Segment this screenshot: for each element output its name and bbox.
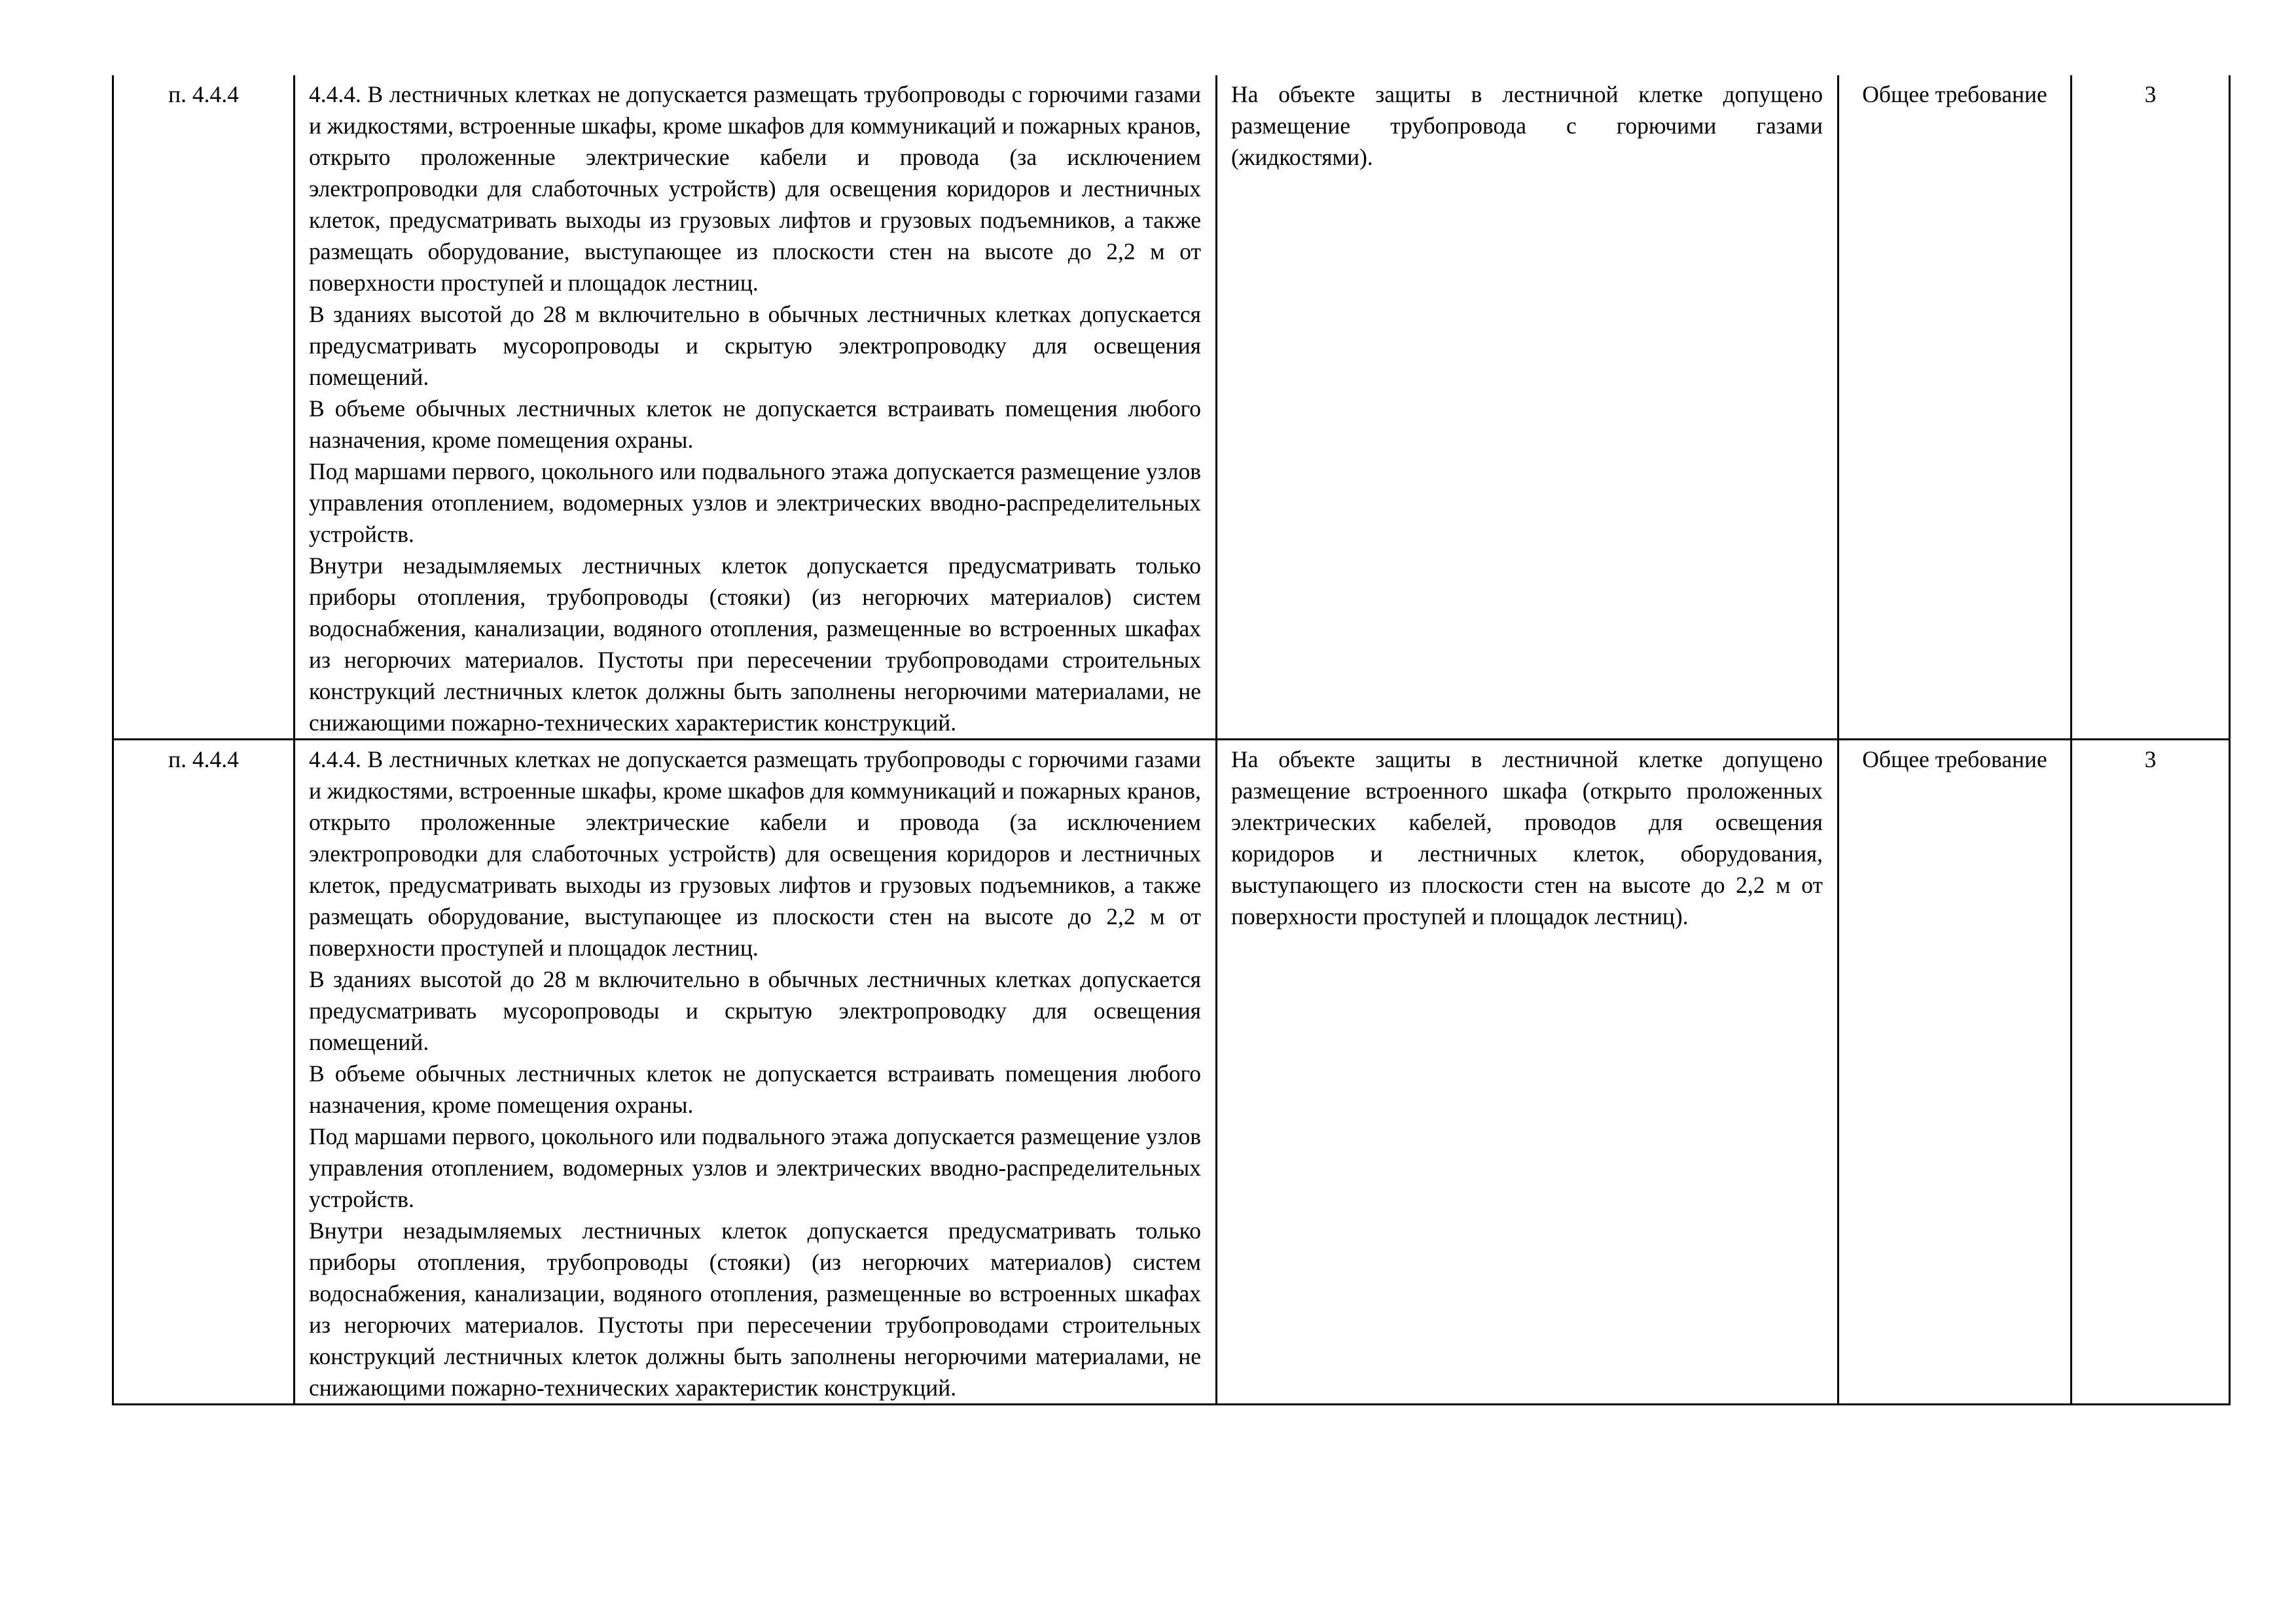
requirement-type-cell	[1839, 740, 2072, 1405]
requirement-text	[295, 744, 1215, 1403]
requirement-paragraph: В объеме обычных лестничных клеток не допускается встраивать помещения любого назначения, кроме помещения охраны.	[309, 395, 1201, 453]
requirement-text	[295, 79, 1215, 738]
requirement-text-cell	[295, 740, 1217, 1405]
requirement-type: Общее требование	[1862, 746, 2047, 772]
violation-text: На объекте защиты в лестничной клетке допущено размещение встроенного шкафа (открыто проложенных электрических кабелей, проводов для освещения коридоров и лестничных клеток, оборудования, выступающего из плоскости стен на высоте до 2,2 м от поверхности проступей и площадок лестниц).	[1231, 746, 1823, 929]
requirement-paragraph: Под маршами первого, цокольного или подвального этажа допускается размещение узлов управления отоплением, водомерных узлов и электрических вводно-распределительных устройств.	[309, 458, 1201, 547]
requirement-paragraph: Внутри незадымляемых лестничных клеток допускается предусматривать только приборы отопления, трубопроводы (стояки) (из негорючих материалов) систем водоснабжения, канализации, водяного отопления, размещенные во встроенных шкафах из негорючих материалов. Пустоты при пересечении трубопроводами строительных конструкций лестничных клеток должны быть заполнены негорючими материалами, не снижающими пожарно-технических характеристик конструкций.	[309, 552, 1201, 736]
number-cell	[2072, 75, 2230, 740]
requirement-type-cell	[1839, 75, 2072, 740]
violation-cell	[1217, 740, 1839, 1405]
requirement-type: Общее требование	[1862, 81, 2047, 107]
clause-ref: п. 4.4.4	[168, 746, 239, 772]
requirement-text-cell	[295, 75, 1217, 740]
requirement-paragraph: Под маршами первого, цокольного или подвального этажа допускается размещение узлов управления отоплением, водомерных узлов и электрических вводно-распределительных устройств.	[309, 1123, 1201, 1212]
requirement-paragraph: 4.4.4. В лестничных клетках не допускается размещать трубопроводы с горючими газами и жидкостями, встроенные шкафы, кроме шкафов для коммуникаций и пожарных кранов, открыто проложенные электрические кабели и провода (за исключением электропроводки для слаботочных устройств) для освещения коридоров и лестничных клеток, предусматривать выходы из грузовых лифтов и грузовых подъемников, а также размещать оборудование, выступающее из плоскости стен на высоте до 2,2 м от поверхности проступей и площадок лестниц.	[309, 81, 1201, 296]
clause-cell	[113, 75, 295, 740]
table-row	[113, 740, 2230, 1405]
number-cell	[2072, 740, 2230, 1405]
requirement-paragraph: Внутри незадымляемых лестничных клеток допускается предусматривать только приборы отопления, трубопроводы (стояки) (из негорючих материалов) систем водоснабжения, канализации, водяного отопления, размещенные во встроенных шкафах из негорючих материалов. Пустоты при пересечении трубопроводами строительных конструкций лестничных клеток должны быть заполнены негорючими материалами, не снижающими пожарно-технических характеристик конструкций.	[309, 1218, 1201, 1401]
requirement-paragraph: В зданиях высотой до 28 м включительно в обычных лестничных клетках допускается предусматривать мусоропроводы и скрытую электропроводку для освещения помещений.	[309, 301, 1201, 390]
row-number: 3	[2144, 746, 2157, 772]
requirement-paragraph: В объеме обычных лестничных клеток не допускается встраивать помещения любого назначения, кроме помещения охраны.	[309, 1060, 1201, 1118]
violation-text: На объекте защиты в лестничной клетке допущено размещение трубопровода с горючими газами (жидкостями).	[1231, 81, 1823, 170]
clause-cell	[113, 740, 295, 1405]
violation-cell	[1217, 75, 1839, 740]
requirements-table	[112, 75, 2231, 1405]
clause-ref: п. 4.4.4	[168, 81, 239, 107]
requirement-paragraph: В зданиях высотой до 28 м включительно в обычных лестничных клетках допускается предусматривать мусоропроводы и скрытую электропроводку для освещения помещений.	[309, 966, 1201, 1055]
requirement-paragraph: 4.4.4. В лестничных клетках не допускается размещать трубопроводы с горючими газами и жидкостями, встроенные шкафы, кроме шкафов для коммуникаций и пожарных кранов, открыто проложенные электрические кабели и провода (за исключением электропроводки для слаботочных устройств) для освещения коридоров и лестничных клеток, предусматривать выходы из грузовых лифтов и грузовых подъемников, а также размещать оборудование, выступающее из плоскости стен на высоте до 2,2 м от поверхности проступей и площадок лестниц.	[309, 746, 1201, 961]
row-number: 3	[2144, 81, 2157, 107]
table-row	[113, 75, 2230, 740]
